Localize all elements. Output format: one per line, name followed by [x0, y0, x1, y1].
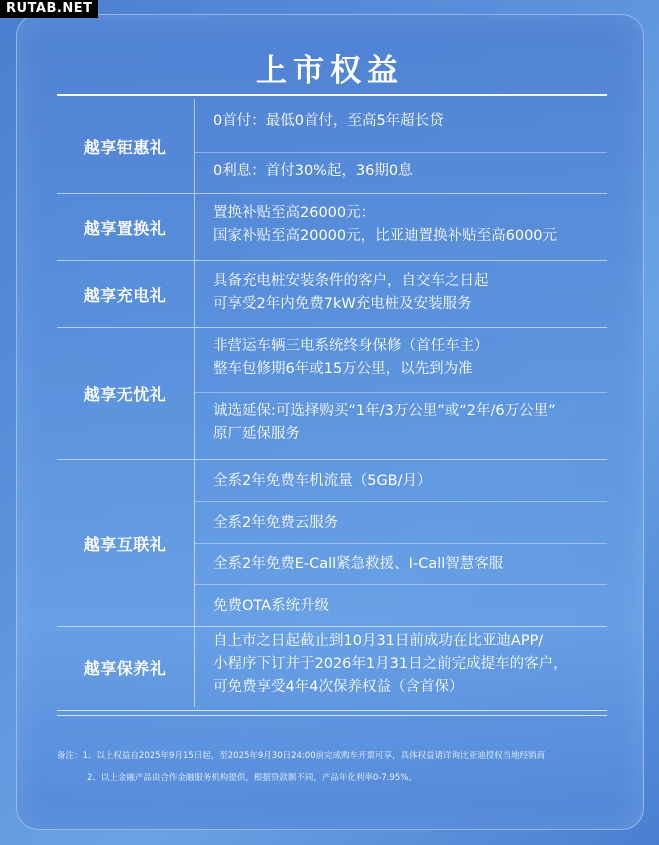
benefit-item-text: 小程序下订并于2026年1月31日之前完成提车的客户， [213, 656, 568, 672]
benefit-item-text: 自上市之日起截止到10月31日前成功在比亚迪APP/ [213, 633, 544, 649]
group-label: 越享置换礼 [83, 218, 167, 238]
benefit-item [213, 270, 613, 316]
footnote-line: 2、以上金融产品由合作金融服务机构提供，根据贷款额不同，产品年化利率0-7.95%。 [87, 773, 417, 783]
item-divider [194, 584, 607, 585]
benefit-group-charging [57, 261, 607, 327]
benefit-item [213, 512, 613, 535]
title-divider [57, 94, 607, 96]
benefit-item [213, 400, 613, 446]
benefit-item-text: 置换补贴至高26000元： [213, 205, 376, 221]
group-label: 越享钜惠礼 [83, 137, 167, 157]
benefit-item-text: 诚选延保:可选择购买“1年/3万公里”或“2年/6万公里” [213, 403, 556, 419]
column-divider [194, 328, 195, 459]
benefit-item [213, 470, 613, 493]
benefit-item [213, 595, 613, 618]
footnotes [57, 745, 627, 789]
benefit-item [213, 335, 613, 381]
benefit-group-tradein [57, 194, 607, 260]
benefit-item [213, 630, 613, 699]
watermark-logo: RUTAB.NET [0, 0, 98, 18]
column-divider [194, 261, 195, 327]
benefit-item-text: 可免费享受4年4次保养权益（含首保） [213, 679, 464, 695]
footnote-line: 备注：1、以上权益自2025年9月15日起，至2025年9月30日24:00前完成购车开票可享，具体权益请详询比亚迪授权当地经销商 [57, 751, 546, 761]
column-divider [194, 194, 195, 260]
benefit-item [213, 110, 613, 133]
page-title: 上市权益 [256, 53, 404, 89]
benefit-item-text: 免费OTA系统升级 [213, 598, 330, 614]
benefit-item-text: 全系2年免费E-Call紧急救援、I-Call智慧客服 [213, 556, 504, 572]
benefit-item-text: 可享受2年内免费7kW充电桩及安装服务 [213, 296, 472, 312]
benefits-card [16, 14, 644, 830]
column-divider [194, 627, 195, 707]
benefit-item-text: 0利息：首付30%起，36期0息 [213, 163, 413, 179]
benefit-group-maintenance [57, 627, 607, 707]
benefit-item-text: 整车包修期6年或15万公里，以先到为准 [213, 361, 473, 377]
benefit-item [213, 553, 613, 576]
bottom-divider-secondary [57, 715, 607, 716]
benefit-item [213, 202, 613, 248]
benefit-item [213, 160, 613, 183]
item-divider [194, 392, 607, 393]
benefit-group-warranty [57, 328, 607, 459]
benefit-item-text: 具备充电桩安装条件的客户，自交车之日起 [213, 273, 489, 289]
group-label: 越享互联礼 [83, 534, 167, 554]
benefit-item-text: 0首付：最低0首付，至高5年超长贷 [213, 113, 444, 129]
column-divider [194, 99, 195, 193]
benefit-item-text: 全系2年免费云服务 [213, 515, 339, 531]
benefit-item-text: 非营运车辆三电系统终身保修（首任车主） [213, 338, 489, 354]
group-label: 越享充电礼 [83, 285, 167, 305]
benefit-item-text: 全系2年免费车机流量（5GB/月） [213, 473, 432, 489]
benefit-group-financing [57, 99, 607, 193]
item-divider [194, 152, 607, 153]
benefit-item-text: 原厂延保服务 [213, 426, 300, 442]
item-divider [194, 501, 607, 502]
group-label: 越享无忧礼 [83, 385, 167, 404]
group-label: 越享保养礼 [83, 658, 167, 678]
benefit-item-text: 国家补贴至高20000元，比亚迪置换补贴至高6000元 [213, 228, 558, 244]
item-divider [194, 543, 607, 544]
benefit-group-connectivity [57, 460, 607, 626]
bottom-divider [57, 710, 607, 711]
